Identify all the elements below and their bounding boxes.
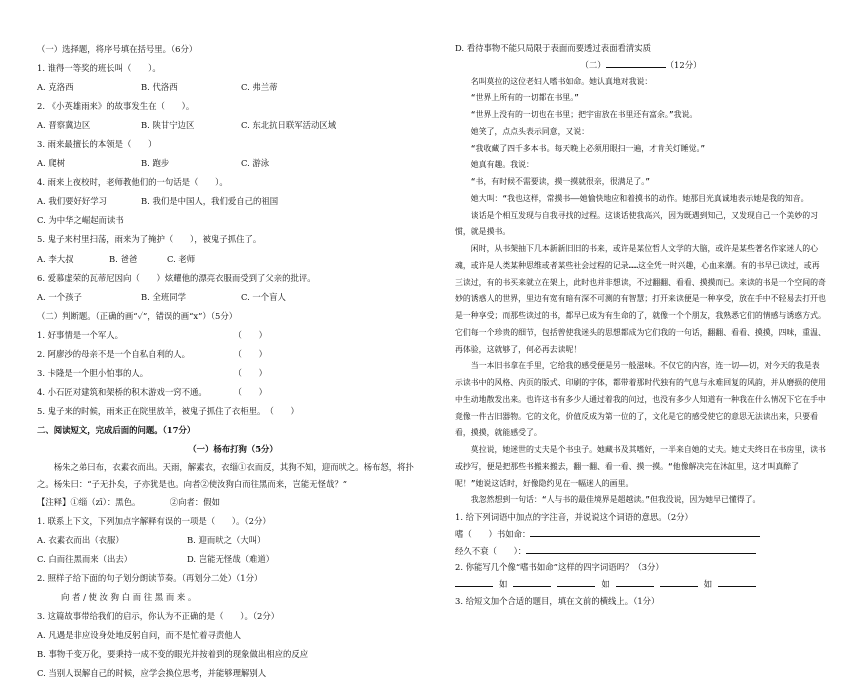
- option: A. 克洛西: [37, 82, 74, 93]
- question-4: 4. 雨来上夜校时，老师教他们的一句话是（ ）。: [37, 177, 228, 188]
- answer-line: [455, 526, 827, 543]
- judge-text: 1. 好事情是一个军人。: [37, 329, 124, 340]
- paragraph: 当一本旧书拿在手里，它给我的感受便是另一般滋味。不仅它的内容，连一切——切，对今天的我是表示读书中的风格、内页的版式、印刷的字体，都带着那时代独有的气息与永难回复的风韵，并从磨损的使用中生动地散发出来。也许这书有多少人通过着我的问过，也没有多少人知道有一种我在什么情况下它在手中竟像一件古旧器物。它的文化，价值反成为第一位的了，文化是它的感受使它的意思无法读出来，只要看看，摸摸，就能感受了。: [455, 361, 826, 438]
- passage-question-1-options-ab: [37, 531, 429, 550]
- question-3-options: [37, 154, 429, 173]
- fill-char: 如: [601, 579, 610, 589]
- paragraph: 她大叫：“我也这样，常摸书——她愉快地应和着摸书的动作。她那目光真诚地表示她是我的知音。: [470, 193, 809, 203]
- option: B. 爸爸: [109, 253, 138, 264]
- passage-question-2: 2. 照样子给下面的句子划分朗读节奏。（再划分二处）（1分）: [37, 573, 263, 584]
- option: A. 李大叔: [37, 253, 74, 264]
- answer-label: 经久不衰（ ）：: [455, 545, 527, 556]
- paragraph: 莫拉说，她迷世的丈夫是个书虫子。她藏书及其嗜好，一半来自她的丈夫。她丈夫终日在书房里，读书或抄写，便是把那些书搬来搬去，翻一翻、看一看、摸一摸。“他像解决完在沐缸里，这才叫真醉了呢！”她说这话时，好像隐约见在一幅迷人的画里。: [455, 445, 826, 488]
- option: B. 跑步: [141, 158, 170, 169]
- judge-item: [37, 364, 429, 383]
- judge-text: 4. 小石匠对建筑和架桥的积木游戏一窍不通。: [37, 386, 207, 397]
- question-4-options: [37, 192, 429, 211]
- passage-2-body: [455, 74, 827, 510]
- answer-line: [455, 543, 827, 560]
- question-5-options: [37, 250, 429, 269]
- option: C. 白而往黑而来（出去）: [37, 554, 133, 565]
- paragraph: “我收藏了四千多本书。每天晚上必须用眼扫一遍，才肯关灯睡觉。”: [470, 143, 706, 153]
- question-2: 2. 《小英雄雨来》的故事发生在（ ）。: [37, 101, 195, 112]
- question-4-option-c: C. 为中华之崛起而读书: [37, 215, 124, 226]
- option: A. 爬树: [37, 158, 66, 169]
- paragraph: 名叫莫拉的这位老妇人嗜书如命。她认真地对我说：: [470, 76, 653, 86]
- answer-label: 嗜（ ）书如命：: [455, 528, 531, 539]
- question-3: 3. 雨来最擅长的本领是（ ）: [37, 139, 157, 150]
- section-choice-title: （一）选择题，将序号填在括号里。（6分）: [37, 44, 198, 54]
- judge-text: 5. 鬼子来的时候，雨来正在院里放羊，被鬼子抓住了衣柜里。: [37, 405, 266, 416]
- question-1-options: [37, 78, 429, 97]
- idiom-fill-row: [455, 576, 827, 593]
- passage-question-1-options-cd: [37, 550, 429, 569]
- judge-item: [37, 383, 429, 402]
- answer-blank[interactable]: [616, 576, 654, 587]
- left-column: [37, 40, 429, 684]
- passage-2-score: （12分）: [665, 59, 702, 70]
- answer-blank[interactable]: [557, 576, 595, 587]
- passage-1-title: （一）杨布打狗（5分）: [188, 443, 278, 454]
- paragraph: “世界上所有的一切都在书里。”: [470, 93, 579, 103]
- option: C. 一个盲人: [241, 291, 286, 302]
- option: A. 我们要好好学习: [37, 196, 107, 207]
- reading-question-2: 2. 你能写几个像“嗜书如命”这样的四字词语吗？（3分）: [455, 562, 664, 573]
- rhythm-sentence: 向 者 / 使 汝 狗 白 而 往 黑 而 来 。: [61, 592, 197, 603]
- option: C. 东北抗日联军活动区域: [241, 120, 337, 131]
- option: C. 弗兰蒂: [241, 82, 278, 93]
- right-column: [455, 40, 827, 610]
- option: B. 事物千变万化，要秉持一成不变的眼光并按着到的现象做出相应的反应: [37, 649, 309, 660]
- answer-blank[interactable]: [513, 576, 551, 587]
- paragraph: 我忽然想到一句话：“人与书的最佳境界是超越读。”但我没说，因为她早已懂得了。: [470, 495, 761, 505]
- option-d: D. 看待事物不能只局限于表面而要透过表面看清实质: [455, 43, 651, 53]
- fill-char: 如: [499, 579, 508, 589]
- judge-paren: （ ）: [233, 367, 267, 378]
- judge-item: [37, 402, 429, 421]
- question-2-options: [37, 116, 429, 135]
- fill-char: 如: [703, 579, 713, 589]
- option: C. 当别人误解自己的时候，应学会换位思考，并能够理解别人: [37, 668, 267, 679]
- question-5: 5. 鬼子来村里扫荡，雨来为了掩护（ ），被鬼子抓住了。: [37, 234, 262, 245]
- passage-question-1: 1. 联系上下文，下列加点字解释有误的一项是（ ）。（2分）: [37, 516, 271, 527]
- reading-question-3: 3. 给短文加个合适的题目，填在文前的横线上。（1分）: [455, 595, 660, 606]
- option: A. 凡遇是非应设身处地反躬自问，而不是忙着寻责他人: [37, 630, 241, 641]
- section-judge-title: （二）判断题。（正确的画“✓”，错误的画“x”）（5分）: [37, 310, 238, 321]
- judge-paren: （ ）: [233, 348, 267, 359]
- judge-paren: （ ）: [265, 405, 299, 416]
- answer-blank[interactable]: [718, 576, 756, 587]
- question-6: 6. 爱慕虚荣的瓦蒂尼因向（ ）炫耀他的漂亮衣服而受到了父亲的批评。: [37, 272, 316, 283]
- option: B. 陕甘宁边区: [141, 120, 195, 131]
- option: D. 岂能无怪哉（难道）: [187, 554, 275, 565]
- judge-paren: （ ）: [233, 329, 267, 340]
- question-1: 1. 谁得一等奖的班长叫（ ）。: [37, 63, 161, 74]
- option: B. 我们是中国人，我们爱自己的祖国: [141, 196, 279, 207]
- option: A. 衣素衣而出（衣服）: [37, 535, 124, 546]
- question-6-options: [37, 288, 429, 307]
- judge-paren: （ ）: [233, 386, 267, 397]
- option: A. 一个孩子: [37, 291, 82, 302]
- reading-question-1: 1. 给下列词语中加点的字注音，并说说这个词语的意思。（2分）: [455, 512, 693, 522]
- paragraph: 闲时，从书架抽下几本新新旧旧的书来，或许是某位哲人文学的大脑，或许是某些著名作家迷人的心魂，或许是人类某种思维或者某些社会过程的记录……这全凭一时兴趣，心血来潮。有的书早已读过，或再三读过，有的书买来就立在架上，此时也并非想读，不过翻翻、看看、摸摸而已。来读的书是一个空间的奇妙的诱惑人的世界，里边有宽有暗有深不可测的有智慧；打开来读便是一种享受，放在手中不轻易去打开也是一种享受；而那些读过的书，都早已成为有生命的了，就像一个个朋友，我熟悉它们的情感与诱惑方式。它们每一个珍贵的细节，包括曾使我迷头的思想都成为它们我的一句话，翻翻、看看、摸摸，四味，重温、再体验，这就够了，何必再去读呢！: [455, 244, 826, 354]
- option: B. 全班同学: [141, 291, 186, 302]
- option: B. 迎而吠之（大叫）: [187, 535, 266, 546]
- option: A. 晋察冀边区: [37, 120, 91, 131]
- judge-text: 2. 阿廖沙的母亲不是一个自私自利的人。: [37, 348, 191, 359]
- title-blank[interactable]: [606, 57, 666, 68]
- answer-blank[interactable]: [530, 526, 760, 537]
- passage-2-label: （二）: [580, 59, 606, 70]
- answer-blank[interactable]: [455, 576, 493, 587]
- paragraph: 谈话是个相互发现与自我寻找的过程。这谈话使我高兴，因为既遇到知己，又发现自己一个美妙的习惯，就是摸书。: [455, 210, 818, 237]
- paragraph: “书，有时候不需要读，摸一摸就很亲，很满足了。”: [470, 177, 650, 186]
- passage-1-note: 【注释】①缁（zī）：黑色。 ②向者：假如: [37, 497, 220, 508]
- option: C. 游泳: [241, 158, 270, 169]
- part-2-title: 二、阅读短文，完成后面的问题。（17分）: [37, 424, 196, 435]
- paragraph: 她笑了，点点头表示同意，又说：: [470, 126, 590, 136]
- judge-item: [37, 345, 429, 364]
- option: C. 老师: [167, 253, 196, 264]
- passage-1-text: 杨朱之弟曰布，衣素衣而出。天雨，解素衣，衣缁①衣而反，其狗不知，迎而吠之。杨布怒，将扑之。杨朱曰：“子无扑矣，子亦犹是也。向者②使汝狗白而往黑而来，岂能无怪哉？”: [37, 462, 414, 490]
- option: B. 代洛西: [141, 82, 178, 93]
- passage-2-title-row: [455, 57, 827, 74]
- passage-question-3: 3. 这篇故事带给我们的启示，你认为不正确的是（ ）。（2分）: [37, 611, 280, 622]
- paragraph: 她真有趣。我说：: [470, 160, 534, 170]
- paragraph: “世界上没有的一切也在书里；把宇宙放在书里还有富余。”我说。: [470, 110, 698, 119]
- judge-text: 3. 卡隆是一个胆小怕事的人。: [37, 367, 149, 378]
- judge-item: [37, 326, 429, 345]
- answer-blank[interactable]: [526, 543, 756, 554]
- answer-blank[interactable]: [660, 576, 698, 587]
